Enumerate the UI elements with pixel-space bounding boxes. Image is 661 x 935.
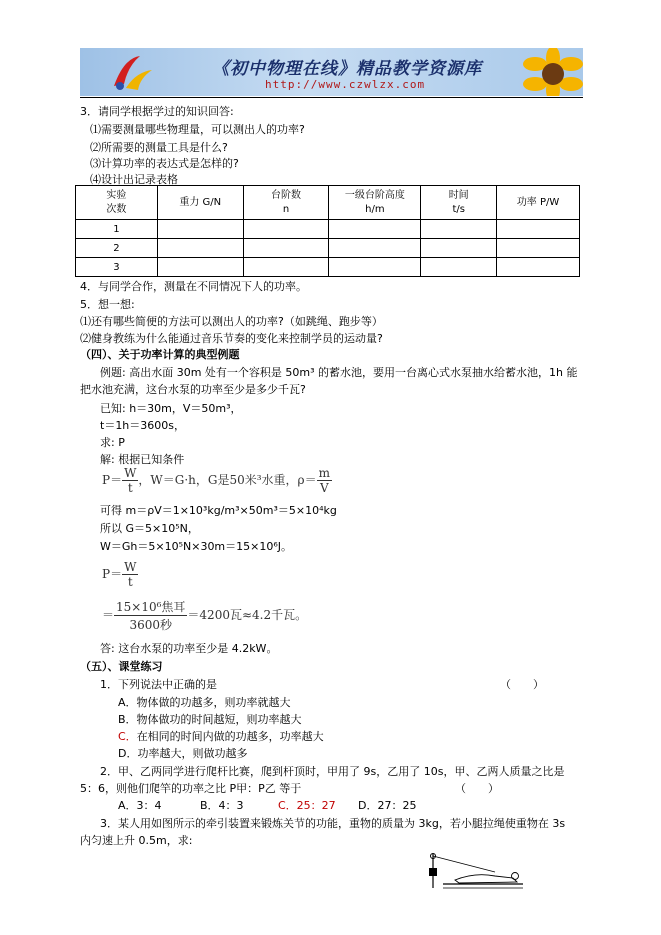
table-cell	[329, 239, 421, 258]
banner-title: 《初中物理在线》精品教学资源库	[212, 59, 482, 79]
table-cell	[329, 258, 421, 277]
table-cell	[421, 239, 497, 258]
example-line-2: 把水池充满，这台水泵的功率至少是多少千瓦?	[80, 383, 306, 396]
p3-line-1: 3．某人用如图所示的牵引装置来锻炼关节的功能，重物的质量为 3kg，若小腿拉绳使重物在 3s	[100, 817, 566, 830]
q5-item-1: ⑴还有哪些简便的方法可以测出人的功率?（如跳绳、跑步等）	[80, 315, 383, 328]
table-cell	[157, 258, 243, 277]
col-header-time: 时间 t/s	[421, 186, 497, 220]
q3-title: 3．请同学根据学过的知识回答:	[80, 105, 234, 118]
table-cell	[243, 258, 329, 277]
table-cell	[329, 220, 421, 239]
p1-option-c: C．在相同的时间内做的功越多，功率越大	[118, 730, 324, 743]
table-cell	[497, 258, 580, 277]
q3-item-1: ⑴需要测量哪些物理量，可以测出人的功率?	[90, 123, 305, 136]
p2-option-b: B．4：3	[200, 799, 244, 812]
table-row	[76, 239, 580, 258]
sunflower-icon	[513, 48, 583, 96]
table-header-row	[76, 186, 580, 220]
p2-option-d: D．27：25	[358, 799, 417, 812]
table-cell	[243, 220, 329, 239]
formula-power-w-over-t: P＝ $\frac{W}{t}$	[102, 560, 137, 589]
col-header-step-height: 一级台阶高度 h/m	[329, 186, 421, 220]
table-cell	[421, 258, 497, 277]
col-header-trial: 实验 次数	[76, 186, 158, 220]
p1-option-b: B．物体做功的时间越短，则功率越大	[118, 713, 302, 726]
calc-mass: 可得 m＝ρV＝1×10³kg/m³×50m³＝5×10⁴kg	[100, 504, 337, 517]
table-row	[76, 258, 580, 277]
calc-work: W＝Gh＝5×10⁵N×30m＝15×10⁶J。	[100, 540, 293, 553]
traction-device-figure	[425, 850, 525, 892]
example-line-1: 例题: 高出水面 30m 处有一个容积是 50m³ 的蓄水池，要用一台离心式水泵抽水给蓄水池，1h 能	[100, 366, 578, 379]
p1-question: 1．下列说法中正确的是	[100, 678, 217, 691]
known-2: t＝1h＝3600s，	[100, 419, 186, 432]
p1-option-d: D．功率越大，则做功越多	[118, 747, 248, 760]
table-cell	[421, 220, 497, 239]
q3-item-4: ⑷设计出记录表格	[90, 173, 178, 186]
formula-power-result: ＝ $\frac{\text{15×10⁶焦耳}}{\text{3600秒}}$ ＝4200瓦≈4.2千瓦。	[102, 600, 308, 632]
header-rule	[80, 97, 583, 98]
row-number: 1	[76, 220, 158, 239]
p2-line-1: 2．甲、乙两同学进行爬杆比赛，爬到杆顶时，甲用了 9s，乙用了 10s，甲、乙两人质量之比是	[100, 765, 565, 778]
row-number: 3	[76, 258, 158, 277]
table-cell	[243, 239, 329, 258]
answer-text: 答: 这台水泵的功率至少是 4.2kW。	[100, 642, 278, 655]
table-row	[76, 220, 580, 239]
col-header-power: 功率 P/W	[497, 186, 580, 220]
record-table	[75, 185, 580, 277]
p1-option-c-letter: C．	[118, 730, 137, 743]
section-4-heading: （四）、关于功率计算的典型例题	[80, 348, 240, 361]
q4-text: 4．与同学合作，测量在不同情况下人的功率。	[80, 280, 307, 293]
table-cell	[497, 220, 580, 239]
solve-text: 解: 根据已知条件	[100, 453, 185, 466]
p2-option-a: A．3：4	[118, 799, 162, 812]
q5-item-2: ⑵健身教练为什么能通过音乐节奏的变化来控制学员的运动量?	[80, 332, 383, 345]
banner-url[interactable]: http://www.czwlzx.com	[265, 78, 426, 91]
p1-option-a: A．物体做的功越多，则功率就越大	[118, 696, 291, 709]
header-banner	[80, 48, 583, 96]
row-number: 2	[76, 239, 158, 258]
table-cell	[157, 220, 243, 239]
p2-answer-blank: （ ）	[455, 782, 499, 795]
calc-gravity: 所以 G＝5×10⁵N，	[100, 522, 199, 535]
q3-item-3: ⑶计算功率的表达式是怎样的?	[90, 157, 239, 170]
p1-answer-blank: （ ）	[500, 678, 544, 691]
p3-line-2: 内匀速上升 0.5m，求:	[80, 834, 193, 847]
col-header-steps: 台阶数 n	[243, 186, 329, 220]
formula-power-definition: P＝ $\frac{W}{t}$ ，W＝G·h，G是50米³水重，ρ＝ $\frac{m}{V}$	[102, 466, 330, 495]
q5-title: 5．想一想:	[80, 298, 135, 311]
p2-option-c: C．25：27	[278, 799, 336, 812]
p2-line-2: 5：6，则他们爬竿的功率之比 P甲：P乙 等于	[80, 782, 302, 795]
known-1: 已知: h＝30m，V＝50m³，	[100, 402, 242, 415]
find-text: 求: P	[100, 436, 125, 449]
q3-item-2: ⑵所需要的测量工具是什么?	[90, 141, 228, 154]
logo-icon	[110, 52, 156, 92]
col-header-gravity: 重力 G/N	[157, 186, 243, 220]
table-cell	[497, 239, 580, 258]
table-cell	[157, 239, 243, 258]
section-5-heading: （五）、课堂练习	[80, 660, 163, 673]
